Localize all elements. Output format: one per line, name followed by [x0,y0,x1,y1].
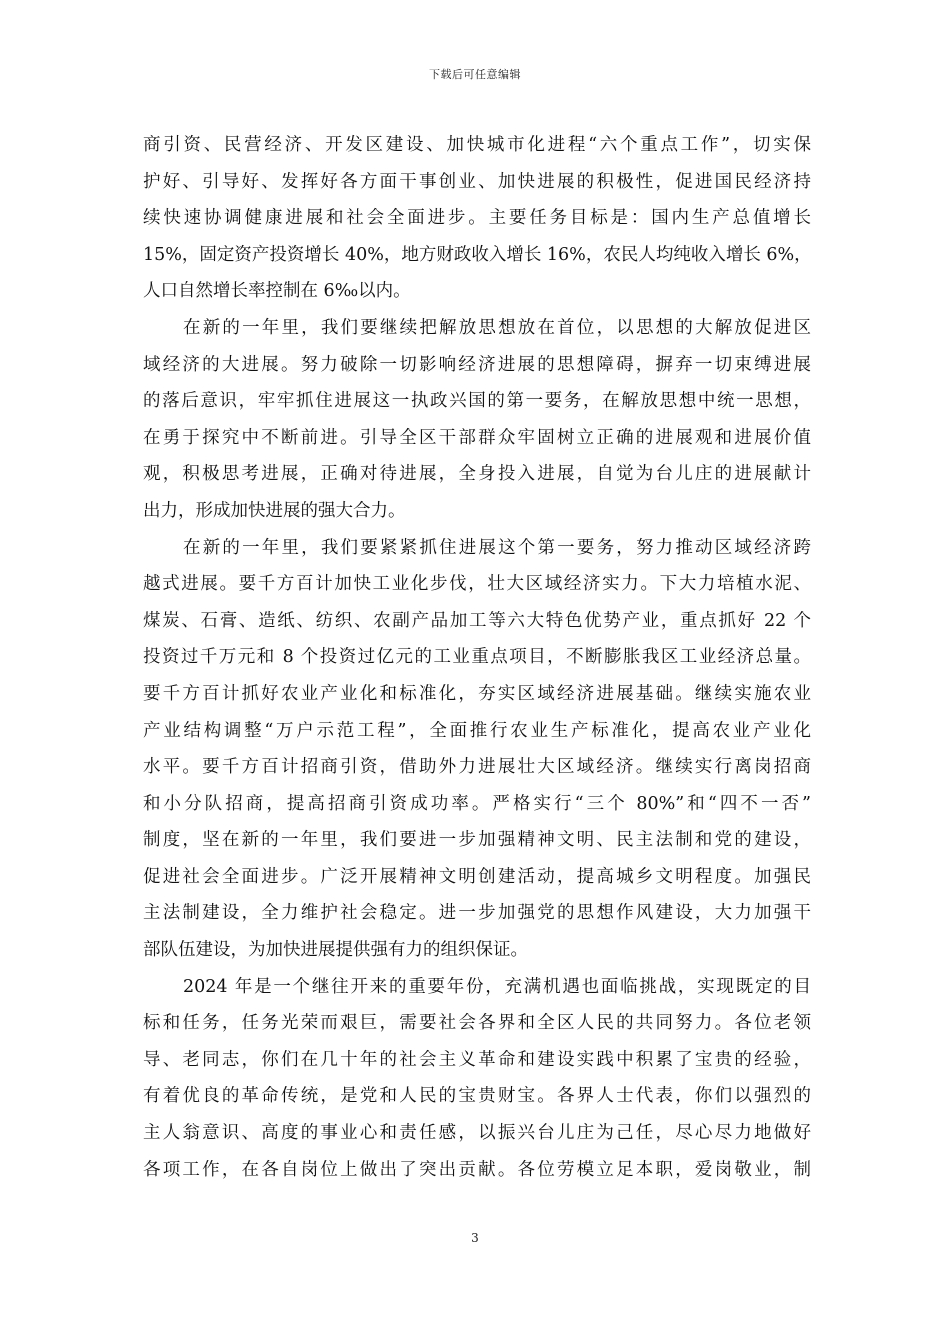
text-line: 护好、引导好、发挥好各方面干事创业、加快进展的积极性，促进国民经济持 [143,171,811,192]
document-body [143,127,811,1188]
text-line: 在新的一年里，我们要紧紧抓住进展这个第一要务，努力推动区域经济跨 [183,537,811,558]
text-line: 水平。要千方百计招商引资，借助外力进展壮大区域经济。继续实行离岗招商 [143,757,811,778]
text-line: 各项工作，在各自岗位上做出了突出贡献。各位劳模立足本职，爱岗敬业，制 [143,1159,811,1180]
text-line: 主法制建设，全力维护社会稳定。进一步加强党的思想作风建设，大力加强干 [143,903,811,924]
text-line: 导、老同志，你们在几十年的社会主义革命和建设实践中积累了宝贵的经验， [143,1049,811,1070]
text-line: 标和任务，任务光荣而艰巨，需要社会各界和全区人民的共同努力。各位老领 [143,1013,811,1034]
text-line: 15%，固定资产投资增长 40%，地方财政收入增长 16%，农民人均纯收入增长 6%， [143,244,812,265]
text-line: 续快速协调健康进展和社会全面进步。主要任务目标是：国内生产总值增长 [143,208,811,229]
text-line: 人口自然增长率控制在 6‰以内。 [143,281,411,302]
text-line: 域经济的大进展。努力破除一切影响经济进展的思想障碍，摒弃一切束缚进展 [143,354,811,375]
page-number: 3 [471,1231,479,1245]
text-line: 制度，坚在新的一年里，我们要进一步加强精神文明、民主法制和党的建设， [143,830,811,851]
text-line: 出力，形成加快进展的强大合力。 [143,500,406,521]
text-line: 投资过千万元和 8 个投资过亿元的工业重点项目，不断膨胀我区工业经济总量。 [143,647,811,668]
paragraph [143,969,811,1189]
text-line: 促进社会全面进步。广泛开展精神文明创建活动，提高城乡文明程度。加强民 [143,866,811,887]
text-line: 在勇于探究中不断前进。引导全区干部群众牢固树立正确的进展观和进展价值 [143,427,811,448]
text-line: 有着优良的革命传统，是党和人民的宝贵财宝。各界人士代表，你们以强烈的 [143,1086,811,1107]
page-header: 下载后可任意编辑 [429,68,521,81]
text-line: 观，积极思考进展，正确对待进展，全身投入进展，自觉为台儿庄的进展献计 [143,464,811,485]
text-line: 越式进展。要千方百计加快工业化步伐，壮大区域经济实力。下大力培植水泥、 [143,574,811,595]
text-line: 主人翁意识、高度的事业心和责任感，以振兴台儿庄为己任，尽心尽力地做好 [143,1123,811,1144]
text-line: 的落后意识，牢牢抓住进展这一执政兴国的第一要务，在解放思想中统一思想， [143,391,811,412]
text-line: 在新的一年里，我们要继续把解放思想放在首位，以思想的大解放促进区 [183,317,811,338]
text-line: 部队伍建设，为加快进展提供强有力的组织保证。 [143,940,528,961]
text-line: 煤炭、石膏、造纸、纺织、农副产品加工等六大特色优势产业，重点抓好 22 个 [143,610,811,631]
text-line: 和小分队招商，提高招商引资成功率。严格实行“三个 80%”和“四不一否” [143,793,811,814]
paragraph [143,310,811,530]
text-line: 产业结构调整“万户示范工程”，全面推行农业生产标准化，提高农业产业化 [143,720,811,741]
paragraph [143,127,811,310]
text-line: 2024 年是一个继往开来的重要年份，充满机遇也面临挑战，实现既定的目 [183,976,811,997]
paragraph [143,530,811,969]
text-line: 商引资、民营经济、开发区建设、加快城市化进程“六个重点工作”，切实保 [143,135,811,155]
text-line: 要千方百计抓好农业产业化和标准化，夯实区域经济进展基础。继续实施农业 [143,683,811,704]
